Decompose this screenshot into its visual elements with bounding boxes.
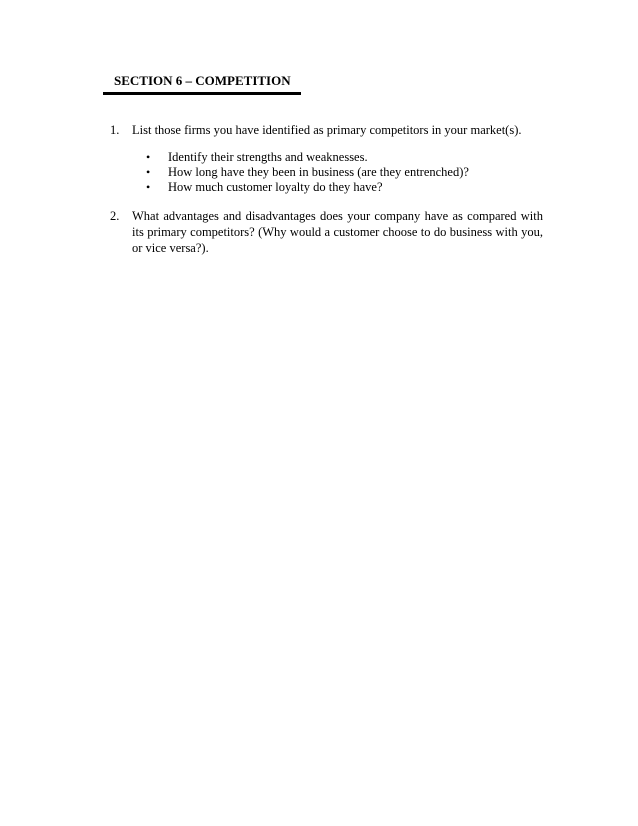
bullet-icon: • — [146, 180, 151, 194]
bullet-icon: • — [146, 150, 151, 164]
question-number: 2. — [110, 209, 120, 223]
bullet-text: How long have they been in business (are they entrenched)? — [168, 165, 469, 179]
heading-underline-rule — [103, 92, 301, 95]
bullet-text: How much customer loyalty do they have? — [168, 180, 383, 194]
question-text: List those firms you have identified as primary competitors in your market(s). — [132, 123, 522, 137]
section-heading: SECTION 6 – COMPETITION — [114, 73, 291, 88]
question-text: What advantages and disadvantages does your company have as compared with its primary competitors? (Why would a customer choose to do business with you, or vice versa?). — [132, 209, 543, 255]
bullet-icon: • — [146, 165, 151, 179]
bullet-text: Identify their strengths and weaknesses. — [168, 150, 368, 164]
question-number: 1. — [110, 123, 120, 137]
